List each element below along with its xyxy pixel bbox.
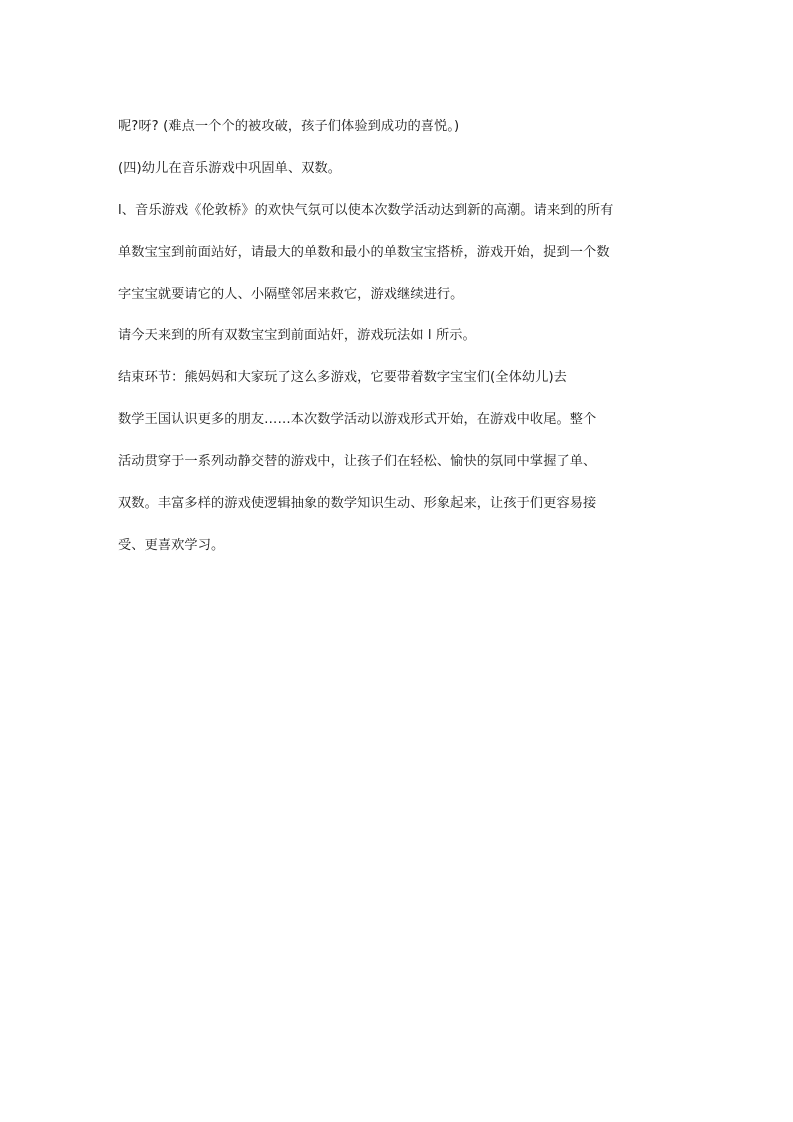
- text-line-7: 结束环节：熊妈妈和大家玩了这么多游戏，它要带着数字宝宝们(全体幼儿)去: [118, 370, 567, 385]
- text-line-10: 双数。丰富多样的游戏使逻辑抽象的数学知识生动、形象起来，让孩于们更容易接: [118, 496, 597, 511]
- text-line-5: 字宝宝就要请它的人、小隔壁邻居来救它，游戏继续进行。: [118, 287, 464, 302]
- text-line-2: (四)幼儿在音乐游戏中巩固单、双数。: [118, 161, 342, 176]
- text-line-9: 活动贯穿于一系列动静交替的游戏中，让孩子们在轻松、愉快的氛同中掌握了单、: [118, 454, 597, 469]
- text-line-4: 单数宝宝到前面站好，请最大的单数和最小的单数宝宝搭桥，游戏开始，捉到一个数: [118, 245, 610, 260]
- text-line-1: 呢?呀? (难点一个个的被攻破，孩子们体验到成功的喜悦。): [118, 119, 460, 134]
- text-line-11: 受、更喜欢学习。: [118, 538, 225, 553]
- text-line-8: 数学王国认识更多的朋友……本次数学活动以游戏形式开始，在游戏中收尾。整个: [118, 412, 597, 427]
- text-line-3: l、音乐游戏《伦敦桥》的欢快气氛可以使本次数学活动达到新的高潮。请来到的所有: [118, 203, 614, 218]
- text-line-6: 请今天来到的所有双数宝宝到前面站奸，游戏玩法如 l 所示。: [118, 328, 476, 343]
